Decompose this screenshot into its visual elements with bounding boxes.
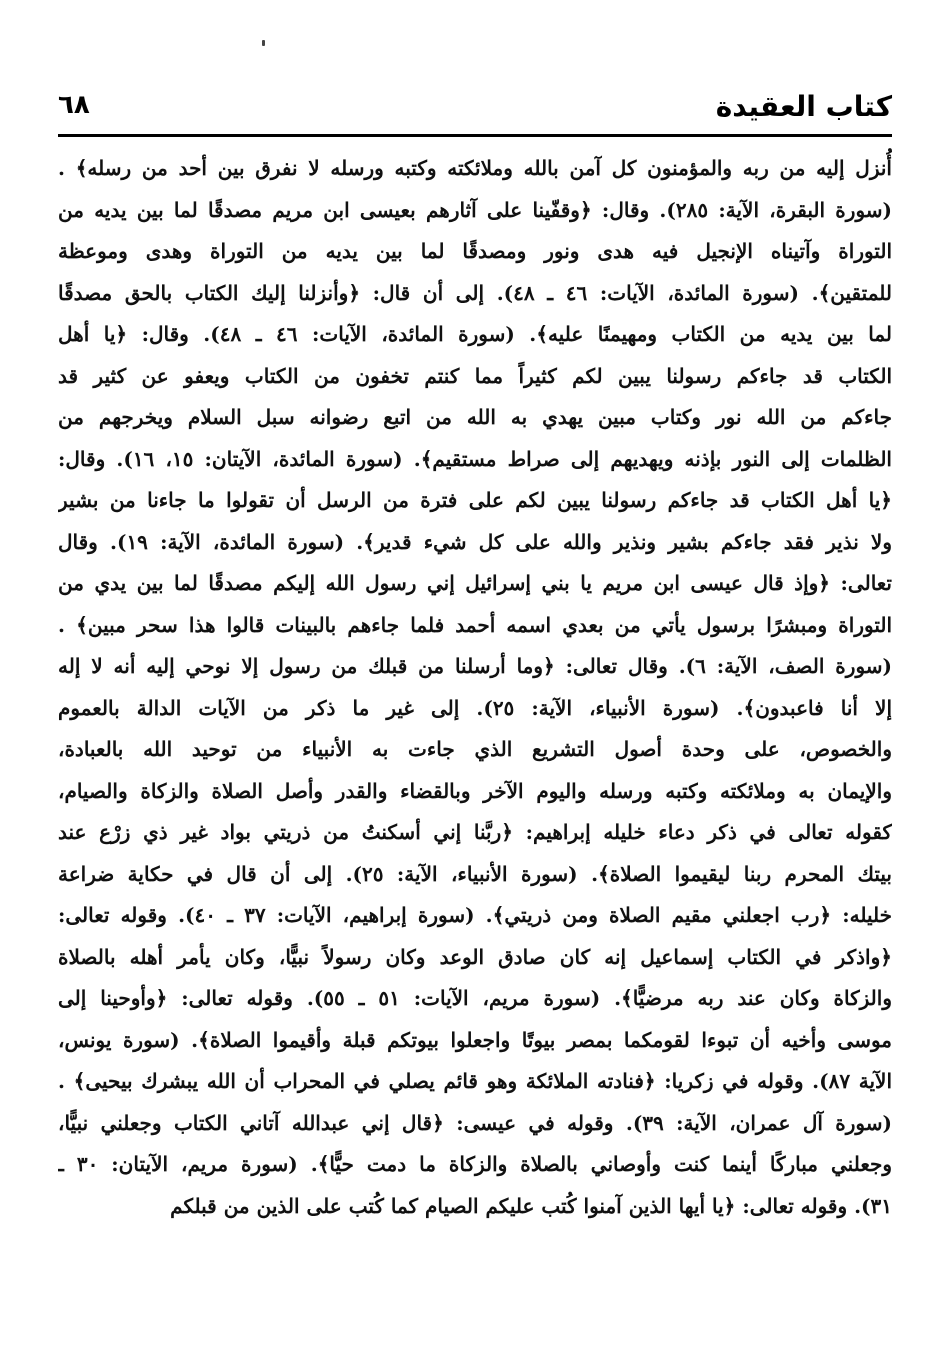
text-line: الآية ٨٧). وقوله في زكريا: ﴿فنادته الملائكة وهو قائم يصلي في المحراب أن الله يبشرك بيحيى﴾ . — [58, 1069, 892, 1093]
text-line: الظلمات إلى النور بإذنه ويهديهم إلى صراط مستقيم﴾. (سورة المائدة، الآيتان: ١٥، ١٦). وقال: — [58, 446, 892, 471]
text-line: للمتقين﴾. (سورة المائدة، الآيات: ٤٦ ـ ٤٨). إلى أن قال: ﴿وأنزلنا إليك الكتاب بالحق مصدقًا — [58, 280, 892, 305]
text-line: والزكاة وكان عند ربه مرضيًّا﴾. (سورة مريم، الآيات: ٥١ ـ ٥٥). وقوله تعالى: ﴿وأوحينا إلى — [58, 986, 892, 1010]
page-number: ٦٨ — [58, 90, 90, 120]
book-title: كتاب العقيدة — [715, 90, 892, 123]
body-text — [58, 148, 892, 1227]
text-line: ﴿واذكر في الكتاب إسماعيل إنه كان صادق الوعد وكان رسولاً نبيًّا، وكان يأمر أهله بالصلاة — [58, 944, 892, 969]
text-line: التوراة وآتيناه الإنجيل فيه هدى ونور ومصدقًا لما بين يديه من التوراة وهدى وموعظة — [58, 239, 892, 263]
text-line: كقوله تعالى في ذكر دعاء خليله إبراهيم: ﴿ربَّنا إني أسكنتُ من ذريتي بواد غير ذي زرْع عند — [58, 820, 892, 844]
text-line: تعالى: ﴿وإذ قال عيسى ابن مريم يا بني إسرائيل إني رسول الله إليكم مصدقًا لما بين يدي من — [58, 571, 892, 595]
text-line: بيتك المحرم ربنا ليقيموا الصلاة﴾. (سورة الأنبياء، الآية: ٢٥). إلى أن قال في حكاية ضراعة — [58, 861, 892, 886]
text-line: (سورة الصف، الآية: ٦). وقال تعالى: ﴿وما أرسلنا من قبلك من رسول إلا نوحي إليه أنه لا إله — [58, 654, 892, 678]
scan-speck — [262, 40, 265, 46]
text-line: أُنزل إليه من ربه والمؤمنون كل آمن بالله وملائكته وكتبه ورسله لا نفرق بين أحد من رسله﴾ . — [58, 156, 892, 180]
text-line: والإيمان به وملائكته وكتبه ورسله واليوم الآخر وبالقضاء والقدر وأصل الصلاة والزكاة والصيام، — [58, 778, 892, 803]
text-line: ولا نذير فقد جاءكم بشير ونذير والله على كل شيء قدير﴾. (سورة المائدة، الآية: ١٩). وقال — [58, 529, 892, 554]
text-line: (سورة آل عمران، الآية: ٣٩). وقوله في عيسى: ﴿قال إني عبدالله آتاني الكتاب وجعلني نبيًّا، — [58, 1110, 892, 1135]
text-line: التوراة ومبشرًا برسول يأتي من بعدي اسمه أحمد فلما جاءهم بالبينات قالوا هذا سحر مبين﴾ . — [58, 612, 892, 637]
text-line: الكتاب قد جاءكم رسولنا يبين لكم كثيراً مما كنتم تخفون من الكتاب ويعفو عن كثير قد — [58, 363, 892, 388]
page-header — [58, 88, 892, 138]
text-line: ٣١). وقوله تعالى: ﴿يا أيها الذين آمنوا كُتب عليكم الصيام كما كُتب على الذين من قبلكم — [170, 1193, 892, 1218]
text-line: (سورة البقرة، الآية: ٢٨٥). وقال: ﴿وقفّينا على آثارهم بعيسى ابن مريم مصدقًا لما بين يديه من — [58, 197, 892, 222]
text-line: وجعلني مباركًا أينما كنت وأوصاني بالصلاة والزكاة ما دمت حيًّا﴾. (سورة مريم، الآيتان: ٣٠ ـ — [58, 1152, 892, 1176]
text-line: لما بين يديه من الكتاب ومهيمنًا عليه﴾. (سورة المائدة، الآيات: ٤٦ ـ ٤٨). وقال: ﴿يا أهل — [58, 322, 892, 346]
text-line: والخصوص، على وحدة أصول التشريع الذي جاءت به الأنبياء من توحيد الله بالعبادة، — [58, 737, 892, 761]
text-line: موسى وأخيه أن تبوءا لقومكما بمصر بيوتًا واجعلوا بيوتكم قبلة وأقيموا الصلاة﴾. (سورة يونس، — [58, 1027, 892, 1052]
text-line: خليله: ﴿رب اجعلني مقيم الصلاة ومن ذريتي﴾. (سورة إبراهيم، الآيات: ٣٧ ـ ٤٠). وقوله تعالى: — [58, 903, 892, 927]
header-rule — [58, 134, 892, 137]
text-line: إلا أنا فاعبدون﴾. (سورة الأنبياء، الآية: ٢٥). إلى غير ما ذكر من الآيات الدالة بالعموم — [58, 695, 892, 720]
text-line: ﴿يا أهل الكتاب قد جاءكم رسولنا يبين لكم على فترة من الرسل أن تقولوا ما جاءنا من بشير — [58, 488, 892, 512]
text-line: جاءكم من الله نور وكتاب مبين يهدي به الله من اتبع رضوانه سبل السلام ويخرجهم من — [58, 405, 892, 429]
